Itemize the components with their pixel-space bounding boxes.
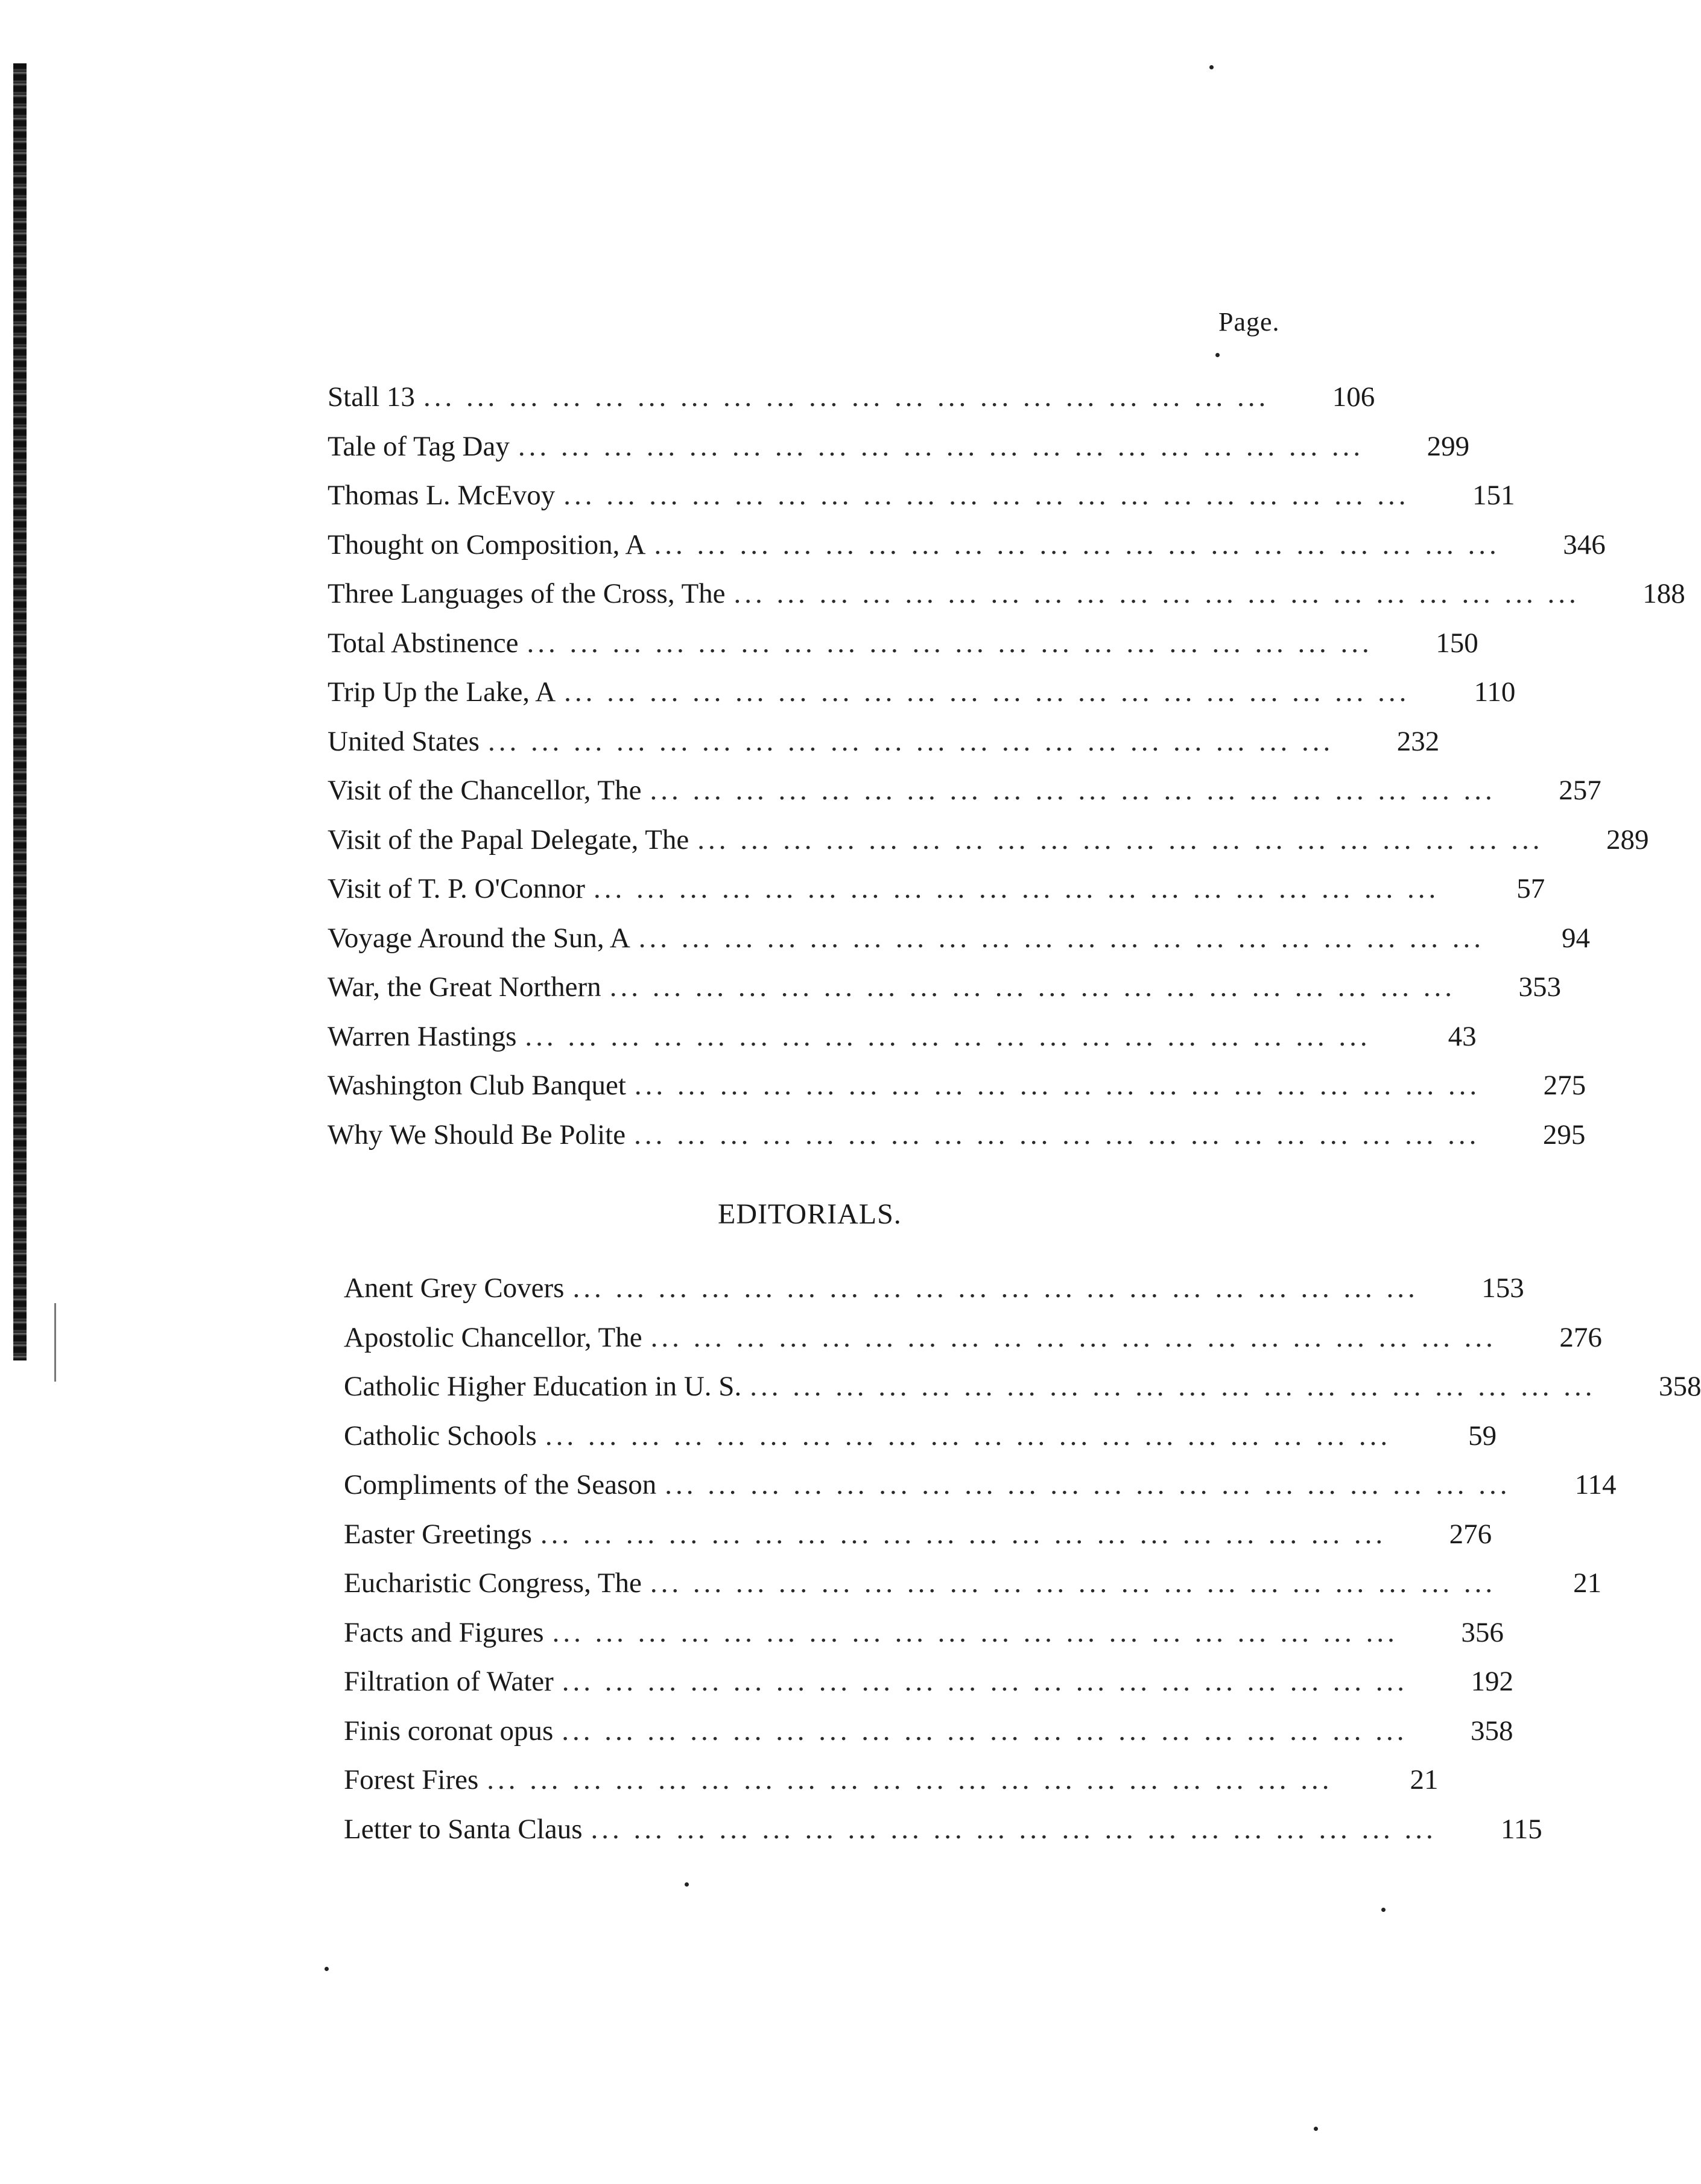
dot-leader: ... ... ... ... ... ... ... ... ... ... ... ... ... ... ... ... ... ... ... ... xyxy=(562,1666,1408,1697)
editorials-list xyxy=(344,1264,1701,1854)
entry-title: Warren Hastings xyxy=(328,1012,525,1062)
entry-title: Visit of T. P. O'Connor xyxy=(328,865,594,914)
dot-leader: ... ... ... ... ... ... ... ... ... ... ... ... ... ... ... ... ... ... ... ... xyxy=(518,430,1364,462)
entry-title: Apostolic Chancellor, The xyxy=(344,1313,651,1363)
entry-title: Compliments of the Season xyxy=(344,1461,665,1510)
dot-leader: ... ... ... ... ... ... ... ... ... ... ... ... ... ... ... ... ... ... ... ... xyxy=(423,381,1270,413)
entry-page-number: 232 xyxy=(1396,725,1440,757)
dot-leader: ... ... ... ... ... ... ... ... ... ... ... ... ... ... ... ... ... ... ... ... xyxy=(525,1020,1371,1052)
entry-page-number: 356 xyxy=(1461,1616,1504,1648)
entry-page-number: 188 xyxy=(1642,578,1685,609)
contents-entry xyxy=(328,373,1375,422)
contents-entry xyxy=(328,471,1515,521)
editorial-entry xyxy=(344,1608,1504,1658)
entry-title: Thomas L. McEvoy xyxy=(328,471,563,521)
editorial-entry xyxy=(344,1756,1439,1805)
entry-page-number: 192 xyxy=(1471,1666,1514,1697)
entry-page-number: 57 xyxy=(1516,873,1545,904)
editorial-entry xyxy=(344,1362,1701,1412)
dot-leader: ... ... ... ... ... ... ... ... ... ... ... ... ... ... ... ... ... ... ... ... xyxy=(540,1518,1387,1550)
entry-title: Easter Greetings xyxy=(344,1510,540,1560)
dot-leader: ... ... ... ... ... ... ... ... ... ... ... ... ... ... ... ... ... ... ... ... xyxy=(650,1567,1497,1599)
dot-leader: ... ... ... ... ... ... ... ... ... ... ... ... ... ... ... ... ... ... ... ... xyxy=(634,1070,1481,1101)
contents-entry xyxy=(328,766,1601,816)
dot-leader: ... ... ... ... ... ... ... ... ... ... ... ... ... ... ... ... ... ... ... ... xyxy=(552,1616,1398,1648)
editorial-entry xyxy=(344,1264,1524,1313)
contents-entry xyxy=(328,1061,1586,1111)
entry-title: War, the Great Northern xyxy=(328,963,610,1012)
contents-list xyxy=(328,373,1685,1160)
contents-entry xyxy=(328,668,1516,717)
entry-page-number: 276 xyxy=(1559,1321,1602,1353)
entry-page-number: 275 xyxy=(1543,1070,1586,1101)
entry-title: Trip Up the Lake, A xyxy=(328,668,564,717)
entry-title: Catholic Schools xyxy=(344,1412,545,1461)
entry-title: Filtration of Water xyxy=(344,1657,562,1707)
entry-page-number: 110 xyxy=(1474,676,1516,708)
entry-title: Forest Fires xyxy=(344,1756,487,1805)
contents-entry xyxy=(328,963,1561,1012)
entry-page-number: 59 xyxy=(1468,1420,1497,1452)
entry-title: Tale of Tag Day xyxy=(328,422,518,472)
contents-entry xyxy=(328,570,1685,619)
entry-page-number: 115 xyxy=(1500,1813,1542,1845)
contents-entry xyxy=(328,717,1440,767)
editorial-entry xyxy=(344,1707,1513,1756)
entry-title: Total Abstinence xyxy=(328,619,527,668)
contents-entry xyxy=(328,521,1606,570)
editorial-entry xyxy=(344,1559,1602,1608)
page-binding-tail xyxy=(54,1303,56,1382)
entry-title: Visit of the Papal Delegate, The xyxy=(328,816,697,865)
entry-page-number: 299 xyxy=(1427,430,1470,462)
page-column-header: Page. xyxy=(1218,307,1280,337)
entry-title: Finis coronat opus xyxy=(344,1707,562,1756)
dot-leader: ... ... ... ... ... ... ... ... ... ... ... ... ... ... ... ... ... ... ... ... xyxy=(564,676,1410,708)
ink-speck xyxy=(1314,2127,1318,2131)
dot-leader: ... ... ... ... ... ... ... ... ... ... ... ... ... ... ... ... ... ... ... ... xyxy=(650,775,1496,806)
entry-page-number: 153 xyxy=(1481,1272,1524,1304)
contents-entry xyxy=(328,422,1470,472)
contents-entry xyxy=(328,1111,1586,1160)
dot-leader: ... ... ... ... ... ... ... ... ... ... ... ... ... ... ... ... ... ... ... ... xyxy=(545,1420,1392,1452)
dot-leader: ... ... ... ... ... ... ... ... ... ... ... ... ... ... ... ... ... ... ... ... xyxy=(634,1119,1480,1151)
editorial-entry xyxy=(344,1657,1514,1707)
entry-page-number: 106 xyxy=(1332,381,1375,413)
contents-entry xyxy=(328,865,1545,914)
entry-page-number: 43 xyxy=(1448,1020,1477,1052)
entry-title: Stall 13 xyxy=(328,373,423,422)
entry-title: Voyage Around the Sun, A xyxy=(328,914,639,963)
entry-page-number: 21 xyxy=(1410,1764,1439,1795)
entry-page-number: 295 xyxy=(1542,1119,1586,1151)
entry-page-number: 114 xyxy=(1574,1469,1617,1500)
entry-page-number: 150 xyxy=(1436,627,1478,659)
entry-title: Anent Grey Covers xyxy=(344,1264,572,1313)
dot-leader: ... ... ... ... ... ... ... ... ... ... ... ... ... ... ... ... ... ... ... ... xyxy=(733,578,1580,609)
dot-leader: ... ... ... ... ... ... ... ... ... ... ... ... ... ... ... ... ... ... ... ... xyxy=(609,971,1456,1003)
dot-leader: ... ... ... ... ... ... ... ... ... ... ... ... ... ... ... ... ... ... ... ... xyxy=(487,1764,1333,1795)
entry-page-number: 257 xyxy=(1559,775,1601,806)
dot-leader: ... ... ... ... ... ... ... ... ... ... ... ... ... ... ... ... ... ... ... ... xyxy=(638,922,1485,954)
dot-leader: ... ... ... ... ... ... ... ... ... ... ... ... ... ... ... ... ... ... ... ... xyxy=(562,1715,1408,1747)
ink-speck xyxy=(1215,353,1220,357)
entry-title: Facts and Figures xyxy=(344,1608,553,1658)
dot-leader: ... ... ... ... ... ... ... ... ... ... ... ... ... ... ... ... ... ... ... ... xyxy=(665,1469,1511,1500)
editorial-entry xyxy=(344,1461,1617,1510)
contents-entry xyxy=(328,914,1591,963)
entry-page-number: 276 xyxy=(1449,1518,1492,1550)
dot-leader: ... ... ... ... ... ... ... ... ... ... ... ... ... ... ... ... ... ... ... ... xyxy=(697,824,1544,856)
dot-leader: ... ... ... ... ... ... ... ... ... ... ... ... ... ... ... ... ... ... ... ... xyxy=(650,1321,1497,1353)
entry-title: Three Languages of the Cross, The xyxy=(328,570,734,619)
dot-leader: ... ... ... ... ... ... ... ... ... ... ... ... ... ... ... ... ... ... ... ... xyxy=(572,1272,1419,1304)
ink-speck xyxy=(325,1967,329,1971)
entry-title: Why We Should Be Polite xyxy=(328,1111,634,1160)
entry-title: Visit of the Chancellor, The xyxy=(328,766,650,816)
entry-page-number: 358 xyxy=(1658,1371,1701,1402)
dot-leader: ... ... ... ... ... ... ... ... ... ... ... ... ... ... ... ... ... ... ... ... xyxy=(487,725,1334,757)
dot-leader: ... ... ... ... ... ... ... ... ... ... ... ... ... ... ... ... ... ... ... ... xyxy=(593,873,1440,904)
contents-entry xyxy=(328,816,1649,865)
entry-page-number: 353 xyxy=(1518,971,1561,1003)
editorials-heading: EDITORIALS. xyxy=(718,1198,902,1230)
editorial-entry xyxy=(344,1412,1497,1461)
editorial-entry xyxy=(344,1510,1492,1560)
entry-page-number: 358 xyxy=(1471,1715,1513,1747)
entry-page-number: 21 xyxy=(1573,1567,1602,1599)
dot-leader: ... ... ... ... ... ... ... ... ... ... ... ... ... ... ... ... ... ... ... ... xyxy=(654,529,1500,560)
dot-leader: ... ... ... ... ... ... ... ... ... ... ... ... ... ... ... ... ... ... ... ... xyxy=(750,1371,1596,1402)
ink-speck xyxy=(1209,65,1214,69)
editorial-entry xyxy=(344,1805,1542,1855)
entry-page-number: 151 xyxy=(1472,480,1515,511)
entry-title: United States xyxy=(328,717,488,767)
entry-title: Eucharistic Congress, The xyxy=(344,1559,650,1608)
entry-page-number: 289 xyxy=(1606,824,1649,856)
dot-leader: ... ... ... ... ... ... ... ... ... ... ... ... ... ... ... ... ... ... ... ... xyxy=(591,1813,1437,1845)
ink-speck xyxy=(1381,1908,1386,1912)
editorial-entry xyxy=(344,1313,1602,1363)
entry-title: Washington Club Banquet xyxy=(328,1061,635,1111)
dot-leader: ... ... ... ... ... ... ... ... ... ... ... ... ... ... ... ... ... ... ... ... xyxy=(563,480,1410,511)
contents-entry xyxy=(328,619,1478,668)
entry-title: Letter to Santa Claus xyxy=(344,1805,591,1855)
contents-entry xyxy=(328,1012,1477,1062)
entry-title: Thought on Composition, A xyxy=(328,521,654,570)
entry-title: Catholic Higher Education in U. S. xyxy=(344,1362,750,1412)
entry-page-number: 94 xyxy=(1562,922,1591,954)
ink-speck xyxy=(685,1882,689,1887)
page-binding-edge xyxy=(13,63,27,1360)
entry-page-number: 346 xyxy=(1563,529,1606,560)
dot-leader: ... ... ... ... ... ... ... ... ... ... ... ... ... ... ... ... ... ... ... ... xyxy=(527,627,1373,659)
